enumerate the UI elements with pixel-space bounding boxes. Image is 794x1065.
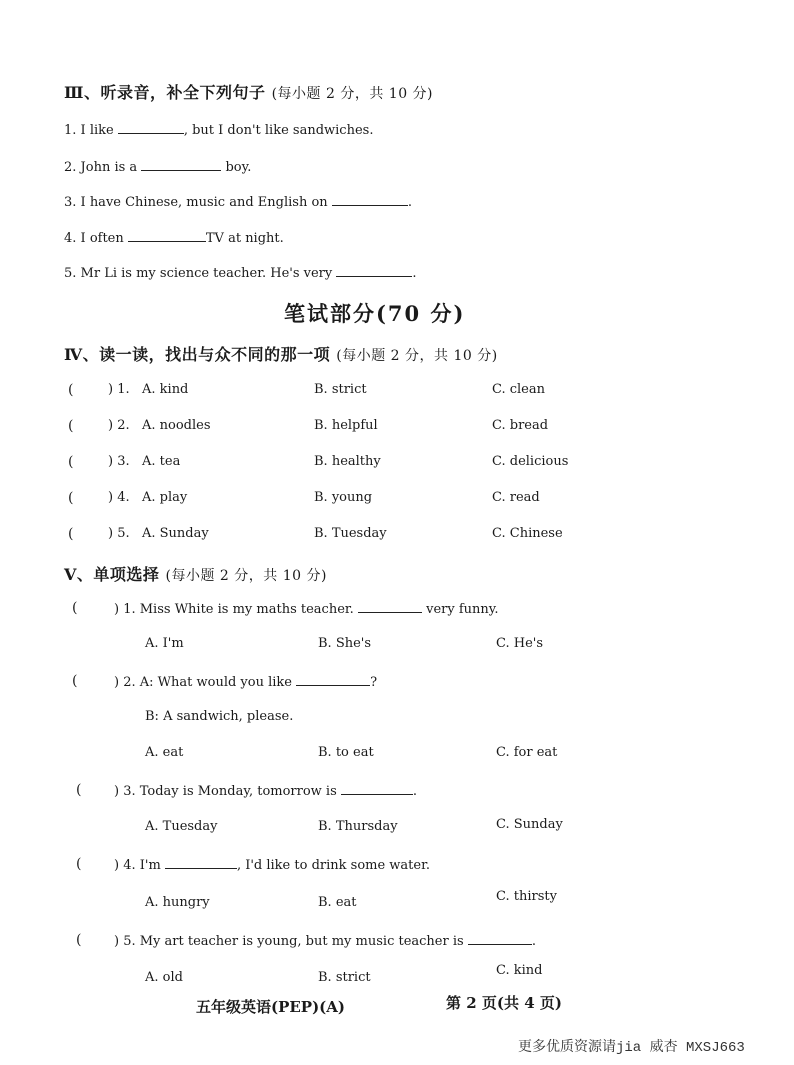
section-4-heading [64,342,498,365]
s5-q2-second-line: B: A sandwich, please. [145,709,294,724]
question-number: ) 3. [114,784,136,799]
option-c: C. clean [492,382,546,397]
s4-row-1 [68,382,728,398]
s4-row-3 [68,454,728,470]
item-text-after: , but I don't like sandwiches. [183,123,374,138]
s5-q1-option-a: A. I'm [145,636,184,651]
item-text-before: I often [80,231,124,246]
answer-blank[interactable] [128,229,206,242]
question-number: ) 3. [108,454,130,469]
option-c: C. bread [492,418,549,433]
section-5-heading [64,562,327,585]
answer-paren[interactable]: ( [68,490,74,506]
section-5-title: Ⅴ、单项选择 [64,565,160,584]
item-text-before: John is a [80,160,138,175]
s5-question-5 [76,932,736,948]
question-number: ) 5. [108,526,130,541]
s5-q4-option-b: B. eat [318,895,357,910]
watermark-text: 更多优质资源请jia 威杏 MXSJ663 [518,1040,745,1056]
s5-q2-option-a: A. eat [145,745,184,760]
s5-question-2 [72,673,732,689]
answer-paren[interactable]: ( [68,454,74,470]
option-a: A. play [142,490,188,505]
item-number: 3. [64,195,77,210]
answer-paren[interactable]: ( [72,673,78,689]
answer-paren[interactable]: ( [76,932,82,948]
item-text-before: I like [80,123,114,138]
answer-blank[interactable] [165,856,237,869]
question-line [114,856,430,873]
question-number: ) 2. [114,675,136,690]
option-b: B. Tuesday [314,526,387,541]
question-number: ) 5. [114,934,136,949]
s3-item-5 [64,264,417,281]
s3-item-2 [64,158,251,175]
s4-row-5 [68,526,728,542]
question-text-before: A: What would you like [139,675,292,690]
answer-blank[interactable] [358,600,422,613]
item-text-after: . [407,195,412,210]
answer-blank[interactable] [336,264,412,277]
s5-q1-option-b: B. She's [318,636,372,651]
item-text-after: boy. [225,160,252,175]
s5-q4-option-c: C. thirsty [496,889,557,904]
answer-blank[interactable] [341,782,413,795]
s5-q2-option-c: C. for eat [496,745,558,760]
question-line [114,782,417,799]
answer-paren[interactable]: ( [76,782,82,798]
s3-item-1 [64,121,373,138]
option-a: A. noodles [142,418,211,433]
question-text-after: , I'd like to drink some water. [236,858,431,873]
question-number: ) 1. [114,602,136,617]
option-c: C. delicious [492,454,569,469]
question-number: ) 4. [114,858,136,873]
option-c: C. read [492,490,540,505]
answer-paren[interactable]: ( [68,526,74,542]
s5-q5-option-a: A. old [145,970,183,985]
section-3-heading [64,80,433,103]
s5-q1-option-c: C. He's [496,636,544,651]
option-a: A. tea [142,454,181,469]
written-section-title: 笔试部分(70 分) [284,301,466,326]
s4-row-4 [68,490,728,506]
answer-blank[interactable] [141,158,221,171]
section-3-points: (每小题 2 分，共 10 分) [271,86,434,102]
s5-q3-option-a: A. Tuesday [145,819,218,834]
question-text-after: very funny. [426,602,499,617]
question-text-after: ? [370,675,378,690]
s5-question-3 [76,782,736,798]
question-text-after: . [531,934,536,949]
answer-blank[interactable] [468,932,532,945]
s5-question-1 [72,600,732,616]
s5-q4-option-a: A. hungry [145,895,210,910]
s4-row-2 [68,418,728,434]
section-3-title: Ⅲ、听录音，补全下列句子 [64,83,266,102]
item-number: 4. [64,231,77,246]
question-number: ) 1. [108,382,130,397]
item-text-after: TV at night. [205,231,284,246]
answer-paren[interactable]: ( [68,382,74,398]
option-b: B. young [314,490,373,505]
s3-item-4 [64,229,284,246]
answer-blank[interactable] [118,121,184,134]
option-a: A. kind [142,382,189,397]
s5-q5-option-b: B. strict [318,970,371,985]
question-line [114,932,536,949]
s5-q2-option-b: B. to eat [318,745,374,760]
item-text-before: I have Chinese, music and English on [80,195,328,210]
answer-paren[interactable]: ( [68,418,74,434]
answer-paren[interactable]: ( [72,600,78,616]
question-text-after: . [412,784,418,799]
option-a: A. Sunday [142,526,209,541]
answer-blank[interactable] [332,193,408,206]
question-line [114,673,377,690]
section-4-points: (每小题 2 分，共 10 分) [336,348,498,364]
item-text-after: . [412,266,417,281]
option-c: C. Chinese [492,526,563,541]
question-number: ) 4. [108,490,130,505]
option-b: B. healthy [314,454,381,469]
s3-item-3 [64,193,412,210]
question-text-before: Miss White is my maths teacher. [139,602,354,617]
item-text-before: Mr Li is my science teacher. He's very [80,266,333,281]
question-text-before: I'm [139,858,161,873]
question-line [114,600,499,617]
answer-paren[interactable]: ( [76,856,82,872]
item-number: 5. [64,266,77,281]
question-number: ) 2. [108,418,130,433]
s5-q3-option-b: B. Thursday [318,819,398,834]
section-5-points: (每小题 2 分，共 10 分) [165,568,327,584]
item-number: 2. [64,160,77,175]
footer-page-number: 第 2 页(共 4 页) [446,994,562,1012]
s5-q3-option-c: C. Sunday [496,817,563,832]
question-text-before: Today is Monday, tomorrow is [139,784,337,799]
footer-subject: 五年级英语(PEP)(A) [196,998,346,1016]
item-number: 1. [64,123,77,138]
option-b: B. helpful [314,418,378,433]
section-4-title: Ⅳ、读一读，找出与众不同的那一项 [64,345,331,364]
option-b: B. strict [314,382,367,397]
s5-q5-option-c: C. kind [496,963,543,978]
s5-question-4 [76,856,736,872]
question-text-before: My art teacher is young, but my music teacher is [139,934,464,949]
answer-blank[interactable] [296,673,370,686]
